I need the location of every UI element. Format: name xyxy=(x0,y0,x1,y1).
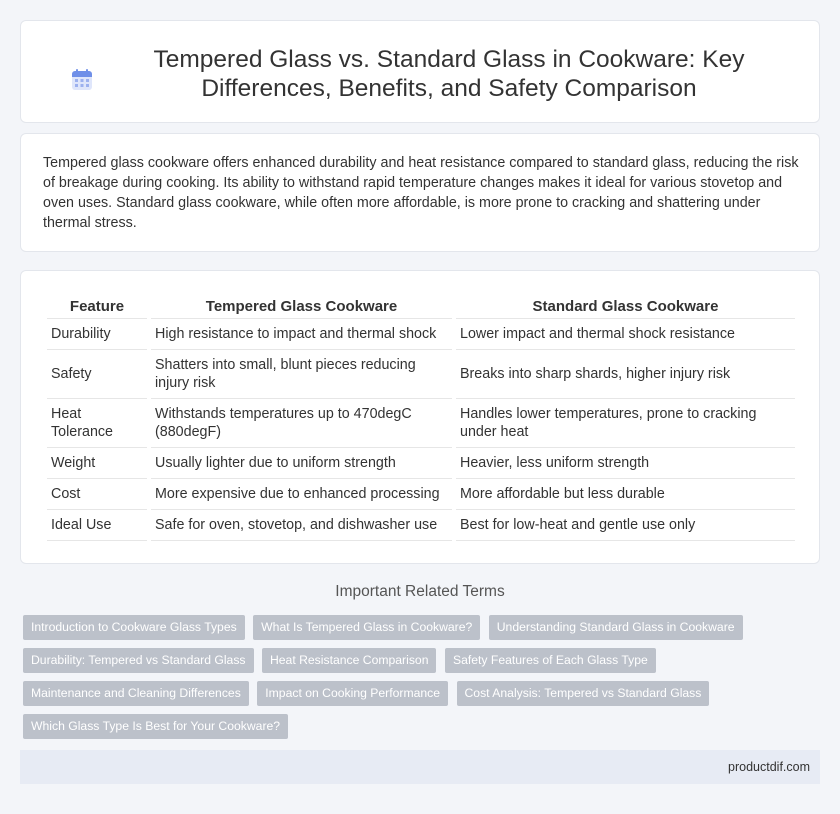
intro-card xyxy=(20,133,820,252)
header-tempered: Tempered Glass Cookware xyxy=(151,291,452,319)
table-row xyxy=(47,479,795,510)
standard-cell: Handles lower temperatures, prone to cracking under heat xyxy=(456,399,795,448)
feature-cell: Safety xyxy=(47,350,147,399)
related-tag[interactable]: Which Glass Type Is Best for Your Cookware? xyxy=(23,714,288,739)
tempered-cell: Withstands temperatures up to 470degC (880degF) xyxy=(151,399,452,448)
related-tag[interactable]: Impact on Cooking Performance xyxy=(257,681,448,706)
standard-cell: Best for low-heat and gentle use only xyxy=(456,510,795,541)
feature-cell: Ideal Use xyxy=(47,510,147,541)
related-tag[interactable]: Heat Resistance Comparison xyxy=(262,648,437,673)
related-tag[interactable]: Cost Analysis: Tempered vs Standard Glass xyxy=(457,681,710,706)
related-tag[interactable]: What Is Tempered Glass in Cookware? xyxy=(253,615,480,640)
header-card xyxy=(20,20,820,123)
tempered-cell: High resistance to impact and thermal shock xyxy=(151,319,452,350)
intro-text: Tempered glass cookware offers enhanced durability and heat resistance compared to standard glass, reducing the risk of breakage during cooking. Its ability to withstand rapid temperature changes makes it ideal for various stovetop and oven uses. Standard glass cookware, while often more affordable, is more prone to cracking and shattering under thermal stress. xyxy=(43,155,799,231)
table-row xyxy=(47,448,795,479)
standard-cell: Breaks into sharp shards, higher injury risk xyxy=(456,350,795,399)
comparison-table xyxy=(43,291,799,541)
tempered-cell: Safe for oven, stovetop, and dishwasher use xyxy=(151,510,452,541)
page-title: Tempered Glass vs. Standard Glass in Cookware: Key Differences, Benefits, and Safety Comparison xyxy=(153,46,745,102)
feature-cell: Cost xyxy=(47,479,147,510)
related-tag[interactable]: Safety Features of Each Glass Type xyxy=(445,648,656,673)
related-tags xyxy=(23,615,803,747)
related-tag[interactable]: Maintenance and Cleaning Differences xyxy=(23,681,249,706)
footer xyxy=(20,750,820,784)
table-row xyxy=(47,350,795,399)
standard-cell: More affordable but less durable xyxy=(456,479,795,510)
feature-cell: Durability xyxy=(47,319,147,350)
standard-cell: Lower impact and thermal shock resistance xyxy=(456,319,795,350)
table-header-row xyxy=(47,291,795,319)
related-tag[interactable]: Durability: Tempered vs Standard Glass xyxy=(23,648,254,673)
related-tag[interactable]: Understanding Standard Glass in Cookware xyxy=(489,615,743,640)
header-standard: Standard Glass Cookware xyxy=(456,291,795,319)
tempered-cell: Usually lighter due to uniform strength xyxy=(151,448,452,479)
header-feature: Feature xyxy=(47,291,147,319)
table-row xyxy=(47,319,795,350)
related-tag[interactable]: Introduction to Cookware Glass Types xyxy=(23,615,245,640)
related-terms-title: Important Related Terms xyxy=(335,583,505,600)
comparison-table-card xyxy=(20,270,820,564)
feature-cell: Heat Tolerance xyxy=(47,399,147,448)
tempered-cell: More expensive due to enhanced processing xyxy=(151,479,452,510)
standard-cell: Heavier, less uniform strength xyxy=(456,448,795,479)
tempered-cell: Shatters into small, blunt pieces reducing injury risk xyxy=(151,350,452,399)
feature-cell: Weight xyxy=(47,448,147,479)
table-row xyxy=(47,510,795,541)
footer-site-link[interactable]: productdif.com xyxy=(728,760,810,774)
table-row xyxy=(47,399,795,448)
